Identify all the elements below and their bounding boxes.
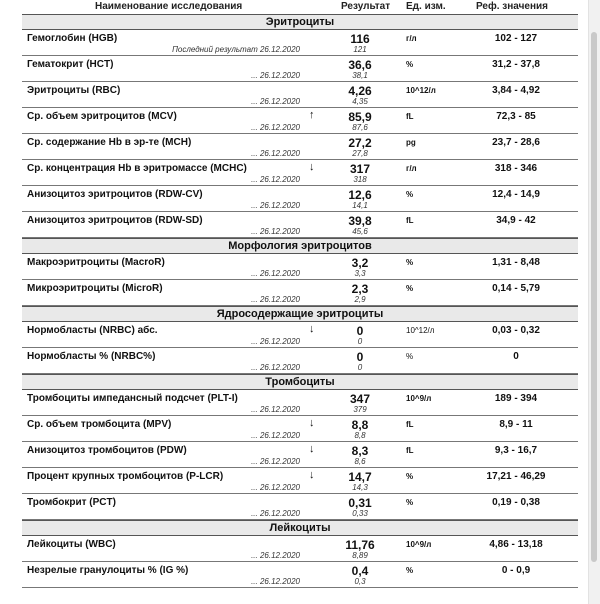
unit: г/л	[406, 164, 417, 173]
test-name: Макроэритроциты (MacroR)	[27, 257, 165, 268]
test-name: Ср. объем эритроцитов (MCV)	[27, 111, 177, 122]
section-header: Эритроциты	[22, 14, 578, 30]
previous-result-label: Последний результат 26.12.2020	[172, 45, 300, 54]
unit: %	[406, 190, 414, 199]
test-name: Микроэритроциты (MicroR)	[27, 283, 163, 294]
previous-result-value: 45,6	[352, 227, 368, 236]
result-value: 27,2	[348, 136, 372, 150]
result-row	[22, 30, 578, 56]
previous-result-value: 38,1	[352, 71, 368, 80]
previous-result-label: ... 26.12.2020	[251, 123, 300, 132]
result-value: 3,2	[351, 256, 369, 270]
result-value: 8,3	[351, 444, 369, 458]
header-result: Результат	[341, 1, 391, 12]
previous-result-value: 14,3	[352, 483, 368, 492]
unit: fL	[406, 216, 414, 225]
header-unit: Ед. изм.	[406, 1, 446, 12]
results-table	[22, 14, 578, 588]
test-name: Ср. объем тромбоцита (MPV)	[27, 419, 172, 430]
test-name: Гематокрит (HCT)	[27, 59, 114, 70]
previous-result-value: 0	[357, 363, 363, 372]
reference-range: 12,4 - 14,9	[492, 189, 540, 200]
result-row	[22, 562, 578, 588]
section-header: Лейкоциты	[22, 520, 578, 536]
previous-result-value: 27,8	[352, 149, 368, 158]
result-row	[22, 348, 578, 374]
test-name: Тромбоциты импедансный подсчет (PLT-I)	[27, 393, 238, 404]
reference-range: 17,21 - 46,29	[486, 471, 546, 482]
previous-result-label: ... 26.12.2020	[251, 337, 300, 346]
previous-result-label: ... 26.12.2020	[251, 295, 300, 304]
result-row	[22, 212, 578, 238]
previous-result-label: ... 26.12.2020	[251, 269, 300, 278]
result-value: 0,31	[348, 496, 372, 510]
result-row	[22, 108, 578, 134]
result-row	[22, 536, 578, 562]
previous-result-label: ... 26.12.2020	[251, 175, 300, 184]
section-header: Тромбоциты	[22, 374, 578, 390]
previous-result-value: 0	[357, 337, 363, 346]
result-value: 4,26	[348, 84, 372, 98]
result-value: 12,6	[348, 188, 372, 202]
unit: 10^9/л	[406, 394, 432, 403]
unit: %	[406, 472, 414, 481]
result-row	[22, 494, 578, 520]
result-value: 85,9	[348, 110, 372, 124]
reference-range: 23,7 - 28,6	[492, 137, 540, 148]
test-name: Нормобласты (NRBC) абс.	[27, 325, 158, 336]
result-row	[22, 254, 578, 280]
result-value: 14,7	[348, 470, 372, 484]
unit: %	[406, 284, 414, 293]
result-value: 39,8	[348, 214, 372, 228]
reference-range: 31,2 - 37,8	[492, 59, 540, 70]
reference-range: 34,9 - 42	[496, 215, 536, 226]
unit: fL	[406, 446, 414, 455]
result-value: 317	[349, 162, 371, 176]
previous-result-label: ... 26.12.2020	[251, 71, 300, 80]
result-row	[22, 160, 578, 186]
result-row	[22, 468, 578, 494]
previous-result-value: 8,8	[354, 431, 366, 440]
previous-result-value: 2,9	[354, 295, 366, 304]
previous-result-value: 3,3	[354, 269, 366, 278]
scrollbar-thumb[interactable]	[591, 32, 597, 562]
test-name: Ср. содержание Hb в эр-те (MCH)	[27, 137, 192, 148]
previous-result-label: ... 26.12.2020	[251, 363, 300, 372]
test-name: Тромбокрит (PCT)	[27, 497, 116, 508]
section-header: Морфология эритроцитов	[22, 238, 578, 254]
previous-result-label: ... 26.12.2020	[251, 483, 300, 492]
section-header: Ядросодержащие эритроциты	[22, 306, 578, 322]
previous-result-value: 379	[353, 405, 367, 414]
reference-range: 8,9 - 11	[499, 419, 533, 430]
unit: 10^12/л	[406, 86, 436, 95]
result-value: 0	[356, 350, 364, 364]
unit: %	[406, 498, 414, 507]
reference-range: 9,3 - 16,7	[494, 445, 538, 456]
test-name: Нормобласты % (NRBC%)	[27, 351, 156, 362]
reference-range: 0,14 - 5,79	[492, 283, 540, 294]
reference-range: 0	[513, 351, 519, 362]
previous-result-value: 14,1	[352, 201, 368, 210]
header-ref: Реф. значения	[476, 1, 549, 12]
table-header	[0, 0, 588, 14]
test-name: Анизоцитоз эритроцитов (RDW-SD)	[27, 215, 203, 226]
result-row	[22, 134, 578, 160]
result-value: 36,6	[348, 58, 372, 72]
previous-result-label: ... 26.12.2020	[251, 227, 300, 236]
previous-result-label: ... 26.12.2020	[251, 97, 300, 106]
unit: pg	[406, 138, 416, 147]
previous-result-value: 8,89	[352, 551, 368, 560]
previous-result-value: 8,6	[354, 457, 366, 466]
reference-range: 72,3 - 85	[496, 111, 536, 122]
result-row	[22, 82, 578, 108]
previous-result-label: ... 26.12.2020	[251, 149, 300, 158]
previous-result-value: 318	[353, 175, 367, 184]
previous-result-value: 87,6	[352, 123, 368, 132]
test-name: Эритроциты (RBC)	[27, 85, 121, 96]
deviation-arrow: ↓	[309, 323, 315, 335]
test-name: Процент крупных тромбоцитов (P-LCR)	[27, 471, 224, 482]
previous-result-label: ... 26.12.2020	[251, 551, 300, 560]
result-value: 0	[356, 324, 364, 338]
previous-result-label: ... 26.12.2020	[251, 457, 300, 466]
reference-range: 1,31 - 8,48	[492, 257, 540, 268]
deviation-arrow: ↑	[309, 109, 315, 121]
result-row	[22, 186, 578, 212]
unit: fL	[406, 112, 414, 121]
reference-range: 0,03 - 0,32	[492, 325, 540, 336]
result-value: 8,8	[351, 418, 369, 432]
deviation-arrow: ↓	[309, 443, 315, 455]
result-row	[22, 280, 578, 306]
result-row	[22, 390, 578, 416]
reference-range: 4,86 - 13,18	[489, 539, 543, 550]
test-name: Незрелые гранулоциты % (IG %)	[27, 565, 189, 576]
test-name: Анизоцитоз эритроцитов (RDW-CV)	[27, 189, 203, 200]
result-row	[22, 442, 578, 468]
reference-range: 0 - 0,9	[501, 565, 531, 576]
test-name: Ср. концентрация Hb в эритромассе (MCHC)	[27, 163, 247, 174]
reference-range: 102 - 127	[494, 33, 538, 44]
result-value: 11,76	[345, 538, 375, 552]
deviation-arrow: ↓	[309, 161, 315, 173]
previous-result-value: 121	[353, 45, 367, 54]
previous-result-label: ... 26.12.2020	[251, 405, 300, 414]
previous-result-value: 4,35	[352, 97, 368, 106]
previous-result-label: ... 26.12.2020	[251, 431, 300, 440]
unit: 10^9/л	[406, 540, 432, 549]
previous-result-label: ... 26.12.2020	[251, 201, 300, 210]
result-value: 0,4	[351, 564, 369, 578]
previous-result-value: 0,33	[352, 509, 368, 518]
result-row	[22, 416, 578, 442]
previous-result-value: 0,3	[354, 577, 366, 586]
result-row	[22, 322, 578, 348]
deviation-arrow: ↓	[309, 417, 315, 429]
unit: 10^12/л	[406, 326, 435, 335]
test-name: Гемоглобин (HGB)	[27, 33, 118, 44]
header-name: Наименование исследования	[95, 1, 243, 12]
reference-range: 0,19 - 0,38	[492, 497, 540, 508]
reference-range: 318 - 346	[494, 163, 538, 174]
deviation-arrow: ↓	[309, 469, 315, 481]
unit: %	[406, 60, 414, 69]
test-name: Лейкоциты (WBC)	[27, 539, 116, 550]
test-name: Анизоцитоз тромбоцитов (PDW)	[27, 445, 187, 456]
unit: fL	[406, 420, 414, 429]
previous-result-label: ... 26.12.2020	[251, 509, 300, 518]
result-value: 2,3	[351, 282, 369, 296]
unit: г/л	[406, 34, 417, 43]
unit: %	[406, 566, 414, 575]
result-value: 347	[349, 392, 371, 406]
result-row	[22, 56, 578, 82]
result-value: 116	[350, 32, 370, 46]
reference-range: 189 - 394	[494, 393, 538, 404]
unit: %	[406, 258, 414, 267]
previous-result-label: ... 26.12.2020	[251, 577, 300, 586]
reference-range: 3,84 - 4,92	[492, 85, 540, 96]
unit: %	[406, 352, 414, 361]
